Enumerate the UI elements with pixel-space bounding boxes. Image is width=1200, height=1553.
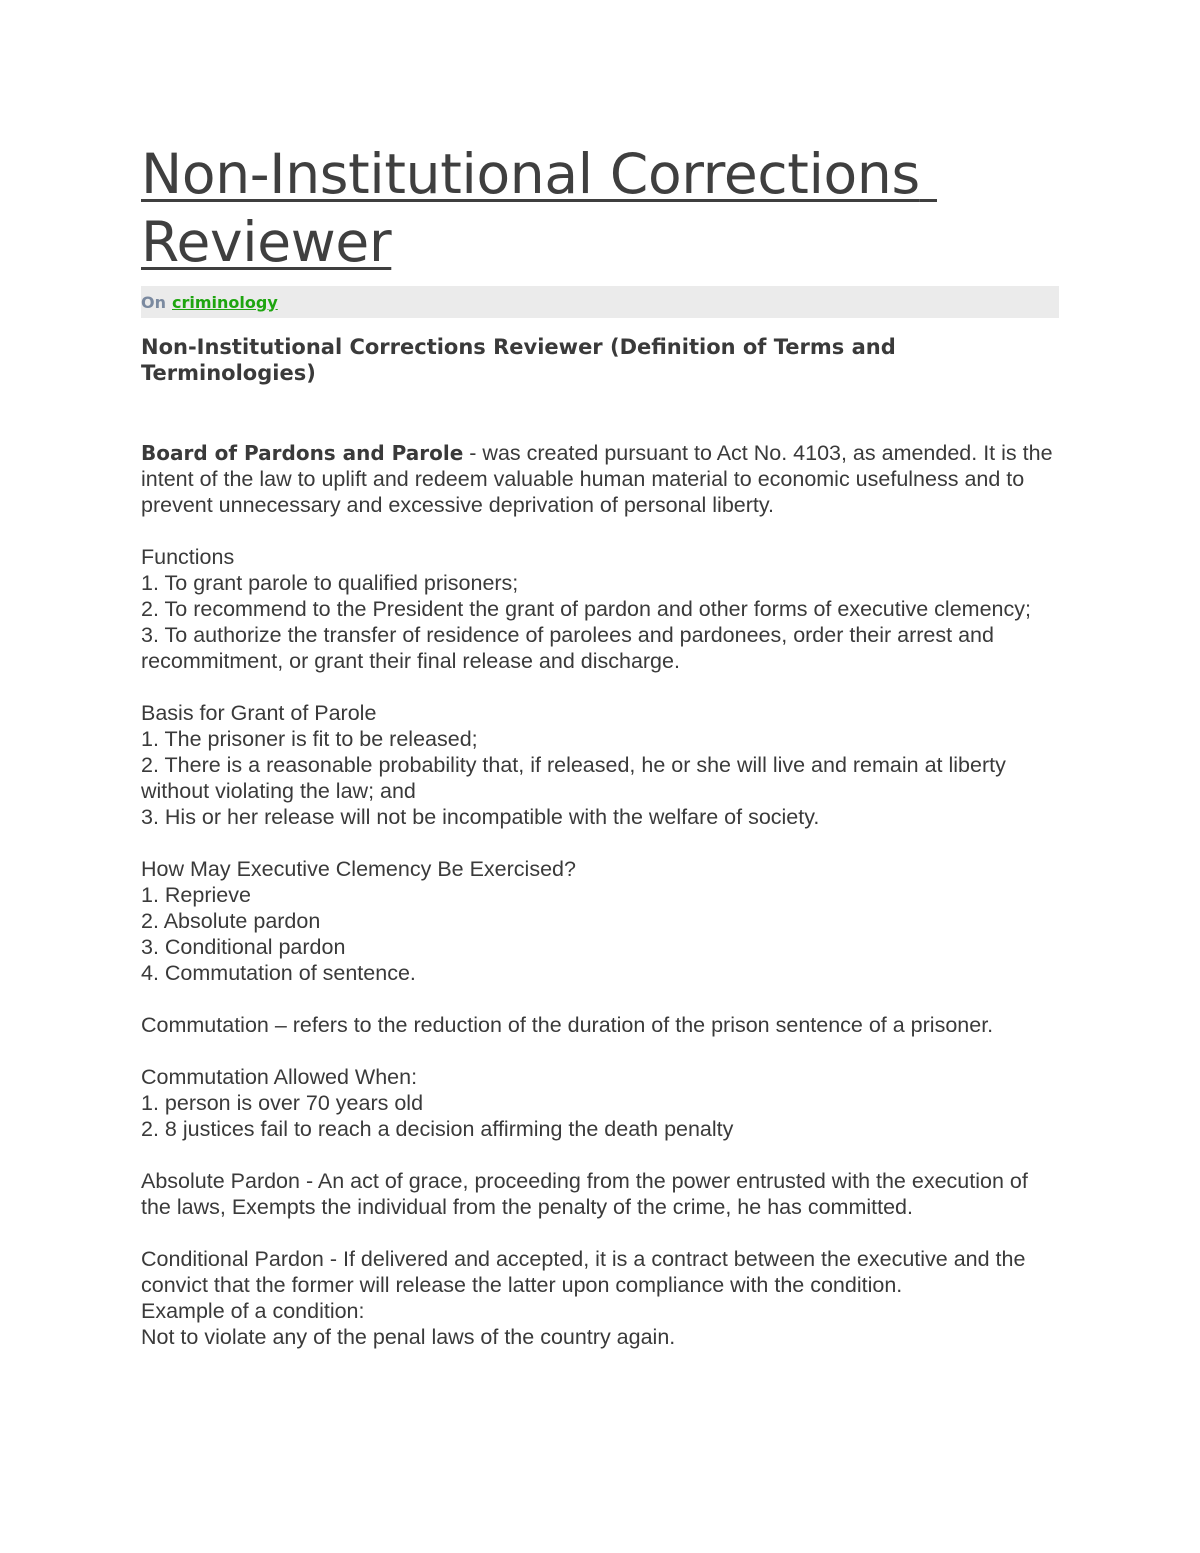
example-text: Not to violate any of the penal laws of the country again. [141, 1325, 676, 1349]
page-title: Non-Institutional Corrections Reviewer [141, 142, 937, 274]
absolute-pardon-section [141, 1168, 1061, 1220]
commutation-section [141, 1012, 1061, 1038]
list-item: 3. Conditional pardon [141, 935, 346, 959]
board-paragraph [141, 440, 1061, 518]
list-item: 3. To authorize the transfer of residence of parolees and pardonees, order their arrest and recommitment, or grant their final release and discharge. [141, 623, 994, 673]
functions-heading: Functions [141, 545, 235, 569]
category-link[interactable]: criminology [172, 292, 278, 312]
functions-section [141, 544, 1061, 674]
board-definition: - was created pursuant to Act No. 4103, as amended. It is the intent of the law to uplift and redeem valuable human material to economic usefulness and to prevent unnecessary and excessive deprivation of personal liberty. [141, 441, 1053, 517]
category-prefix: On [141, 292, 166, 312]
basis-section [141, 700, 1061, 830]
list-item: 1. person is over 70 years old [141, 1091, 424, 1115]
conditional-pardon-definition: Conditional Pardon - If delivered and accepted, it is a contract between the executive and the convict that the former will release the latter upon compliance with the condition. [141, 1247, 1026, 1297]
basis-heading: Basis for Grant of Parole [141, 701, 377, 725]
list-item: 1. To grant parole to qualified prisoners; [141, 571, 519, 595]
list-item: 4. Commutation of sentence. [141, 961, 416, 985]
clemency-section [141, 856, 1061, 986]
document-subtitle: Non-Institutional Corrections Reviewer (Definition of Terms and Terminologies) [141, 335, 896, 385]
absolute-pardon-definition: Absolute Pardon - An act of grace, proceeding from the power entrusted with the execution of the laws, Exempts the individual from the penalty of the crime, he has committed. [141, 1169, 1028, 1219]
category-bar [141, 286, 1059, 318]
clemency-heading: How May Executive Clemency Be Exercised? [141, 857, 576, 881]
example-heading: Example of a condition: [141, 1299, 365, 1323]
list-item: 1. The prisoner is fit to be released; [141, 727, 478, 751]
board-term: Board of Pardons and Parole [141, 441, 464, 465]
list-item: 3. His or her release will not be incompatible with the welfare of society. [141, 805, 820, 829]
conditional-pardon-section [141, 1246, 1061, 1350]
commutation-allowed-section [141, 1064, 1061, 1142]
list-item: 2. There is a reasonable probability that, if released, he or she will live and remain at liberty without violating the law; and [141, 753, 1006, 803]
list-item: 1. Reprieve [141, 883, 251, 907]
list-item: 2. Absolute pardon [141, 909, 321, 933]
document-page [141, 140, 1061, 1350]
board-section [141, 440, 1061, 518]
commutation-allowed-heading: Commutation Allowed When: [141, 1065, 418, 1089]
commutation-definition: Commutation – refers to the reduction of the duration of the prison sentence of a prisoner. [141, 1013, 994, 1037]
list-item: 2. 8 justices fail to reach a decision affirming the death penalty [141, 1117, 734, 1141]
list-item: 2. To recommend to the President the grant of pardon and other forms of executive clemency; [141, 597, 1031, 621]
